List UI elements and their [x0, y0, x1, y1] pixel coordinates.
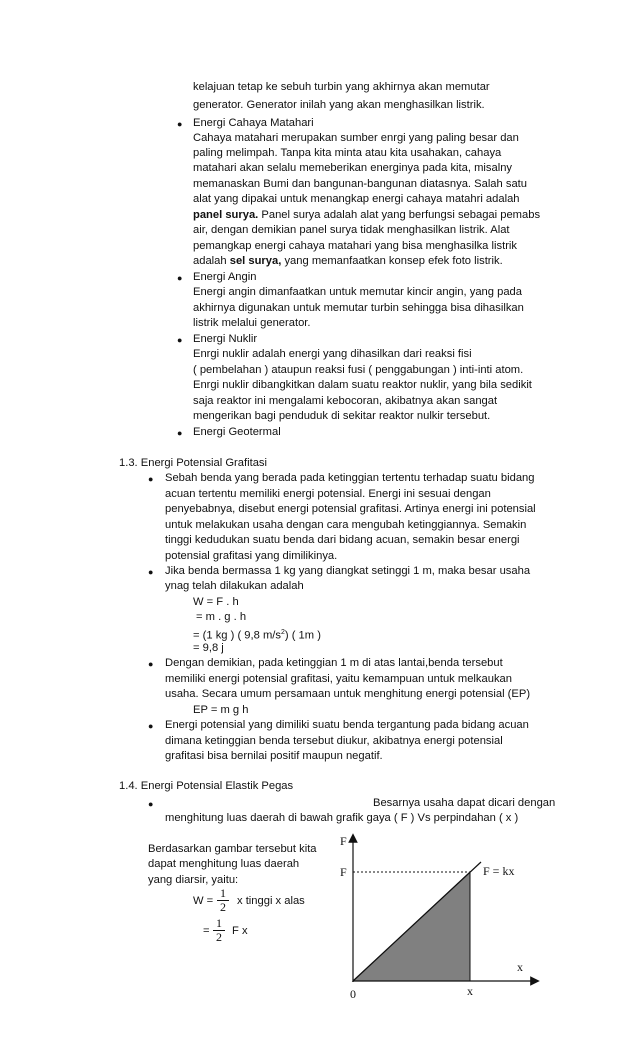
paragraph-line: Dengan demikian, pada ketinggian 1 m di atas lantai,benda tersebut	[165, 657, 503, 669]
superscript: 2	[280, 629, 285, 636]
paragraph-line: Enrgi nuklir dibangkitkan dalam suatu reaktor nuklir, yang bila sedikit	[193, 379, 532, 391]
paragraph-line: air, dengan demikian panel surya tidak menghasilkan listrik. Alat	[193, 224, 510, 236]
paragraph-line: Cahaya matahari merupakan sumber enrgi yang paling besar dan	[193, 132, 519, 144]
fraction-numerator: 1	[217, 887, 229, 901]
paragraph-text: yang memanfaatkan konsep efek foto listrik.	[281, 255, 503, 267]
paragraph-line: ynag telah dilakukan adalah	[165, 580, 304, 592]
equation-text: = (1 kg ) ( 9,8 m/s	[193, 629, 281, 642]
item-title-nuklir: Energi Nuklir	[193, 333, 258, 345]
paragraph-line: Energi angin dimanfaatkan untuk memutar kincir angin, yang pada	[193, 286, 522, 298]
force-displacement-graph	[335, 832, 555, 1004]
paragraph-line: dapat menghitung luas daerah	[148, 858, 300, 870]
fraction-denominator: 2	[220, 900, 226, 914]
equation-text: ) ( 1m )	[284, 629, 321, 642]
paragraph-line: grafitasi bisa bernilai positif maupun negatif.	[165, 750, 383, 762]
section-heading: 1.3. Energi Potensial Grafitasi	[119, 457, 267, 469]
paragraph-line: listrik melalui generator.	[193, 317, 311, 329]
item-title-geotermal: Energi Geotermal	[193, 426, 281, 438]
paragraph-line: akhirnya digunakan untuk memutar turbin sehingga bisa dihasilkan	[193, 302, 524, 314]
origin-label: 0	[350, 987, 356, 1001]
paragraph-line: Jika benda bermassa 1 kg yang diangkat setinggi 1 m, maka besar usaha	[165, 565, 531, 577]
bullet-icon: ●	[177, 119, 183, 129]
bullet-icon: ●	[148, 721, 154, 731]
paragraph-line	[193, 208, 540, 222]
paragraph-line: Besarnya usaha dapat dicari dengan	[373, 797, 556, 809]
paragraph-line: generator. Generator inilah yang akan menghasilkan listrik.	[193, 99, 485, 111]
paragraph-line: dimana ketinggian benda tersebut diukur, akibatnya energi potensial	[165, 735, 503, 747]
bullet-icon: ●	[148, 567, 154, 577]
equation-line: EP = m g h	[193, 704, 249, 716]
bullet-icon: ●	[148, 474, 154, 484]
item-title-angin: Energi Angin	[193, 271, 257, 283]
y-tick-label: F	[340, 865, 347, 879]
paragraph-line: Energi potensial yang dimiliki suatu benda tergantung pada bidang acuan	[165, 719, 529, 731]
fraction-denominator: 2	[216, 930, 222, 944]
bold-term: panel surya.	[193, 209, 259, 221]
equation-label: W =	[193, 895, 214, 907]
bullet-icon: ●	[148, 799, 154, 809]
paragraph-line: ( pembelahan ) ataupun reaksi fusi ( penggabungan ) inti-inti atom.	[193, 364, 524, 376]
equation-text: x tinggi x alas	[237, 895, 305, 907]
bullet-icon: ●	[177, 273, 183, 283]
paragraph-line: usaha. Secara umum persamaan untuk menghitung energi potensial (EP)	[165, 688, 531, 700]
equation-line: W = F . h	[193, 596, 239, 608]
paragraph-line: pemangkap energi cahaya matahari yang bisa menghasilka listrik	[193, 240, 517, 252]
paragraph-line	[193, 254, 503, 268]
paragraph-line: Enrgi nuklir adalah energi yang dihasilkan dari reaksi fisi	[193, 348, 472, 360]
paragraph-line: paling melimpah. Tanpa kita minta atau kita usahakan, cahaya	[193, 147, 502, 159]
paragraph-line: alat yang dipakai untuk menangkap energi cahaya matahri adalah	[193, 193, 520, 205]
paragraph-line: untuk melakukan usaha dengan cara mengubah ketinggiannya. Semakin	[165, 519, 527, 531]
fraction	[213, 917, 225, 944]
paragraph-line: yang diarsir, yaitu:	[148, 874, 239, 886]
paragraph-line: Berdasarkan gambar tersebut kita	[148, 843, 317, 855]
equation-text: F x	[232, 925, 248, 937]
paragraph-line: potensial grafitasi yang dimilikinya.	[165, 550, 338, 562]
bullet-icon: ●	[177, 335, 183, 345]
paragraph-line: acuan tertentu memiliki energi potensial. Energi ini sesuai dengan	[165, 488, 491, 500]
x-tick-label: x	[467, 984, 473, 998]
paragraph-text: Panel surya adalah alat yang berfungsi sebagai pemabs	[258, 209, 541, 221]
line-label: F = kx	[483, 864, 515, 878]
paragraph-line: matahari akan selalu memeberikan energinya pada kita, misalny	[193, 162, 513, 174]
x-axis-label: x	[517, 960, 523, 974]
bullet-icon: ●	[177, 428, 183, 438]
paragraph-line: memanaskan Bumi dan bangunan-bangunan diatasnya. Salah satu	[193, 178, 527, 190]
paragraph-line: Sebah benda yang berada pada ketinggian tertentu terhadap suatu bidang	[165, 472, 535, 484]
equation-label: =	[203, 925, 210, 937]
paragraph-line: tinggi kedudukan suatu benda dari bidang acuan, semakin besar energi	[165, 534, 520, 546]
paragraph-line: memiliki energi potensial grafitasi, yaitu kemampuan untuk melkaukan	[165, 673, 512, 685]
equation-line: = 9,8 j	[193, 642, 224, 654]
fraction	[217, 887, 229, 914]
paragraph-text: adalah	[193, 255, 230, 267]
fraction-numerator: 1	[213, 917, 225, 931]
paragraph-line: penyebabnya, disebut energi potensial grafitasi. Artinya energi ini potensial	[165, 503, 536, 515]
item-title-cahaya: Energi Cahaya Matahari	[193, 117, 314, 129]
paragraph-line: mengerikan bagi penduduk di sekitar reaktor nulkir tersebut.	[193, 410, 491, 422]
bullet-icon: ●	[148, 659, 154, 669]
equation-line: = m . g . h	[196, 611, 247, 623]
y-axis-label: F	[340, 834, 347, 848]
section-heading: 1.4. Energi Potensial Elastik Pegas	[119, 780, 294, 792]
paragraph-line: kelajuan tetap ke sebuh turbin yang akhirnya akan memutar	[193, 81, 490, 93]
paragraph-line: saja reaktor ini mengalami kebocoran, akibatnya akan sangat	[193, 395, 498, 407]
bold-term: sel surya,	[229, 255, 282, 267]
paragraph-line: menghitung luas daerah di bawah grafik gaya ( F ) Vs perpindahan ( x )	[165, 812, 519, 824]
